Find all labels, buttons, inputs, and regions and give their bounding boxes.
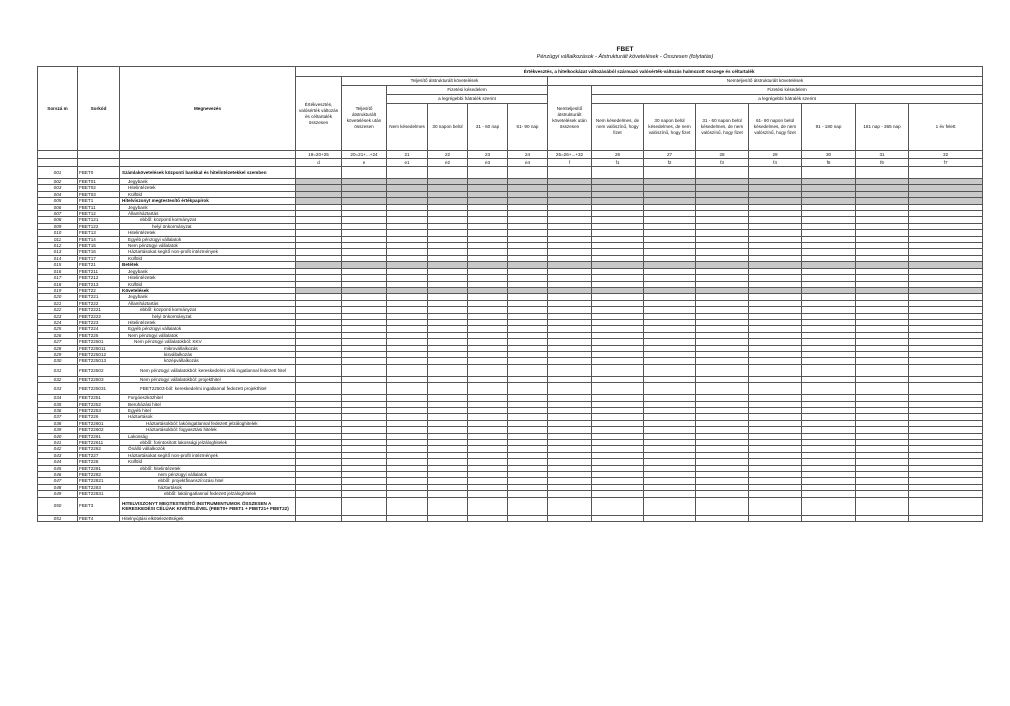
value-cell[interactable] bbox=[696, 167, 749, 179]
row-number: 012 bbox=[38, 243, 78, 249]
value-cell[interactable] bbox=[342, 515, 387, 521]
letter-cell: f2 bbox=[644, 159, 696, 167]
table-row bbox=[38, 167, 983, 179]
value-cell[interactable] bbox=[296, 383, 342, 395]
blank-cell bbox=[78, 151, 120, 159]
row-description: ebből: központi kormányzat bbox=[120, 307, 296, 313]
row-number: 024 bbox=[38, 319, 78, 325]
row-description: Egyéb pénzügyi vállalatok bbox=[120, 236, 296, 242]
row-number: 049 bbox=[38, 491, 78, 497]
col-header-teljesito-nem: Nem késedelmes bbox=[387, 104, 428, 151]
letter-cell: f bbox=[548, 159, 592, 167]
row-description: Külföld bbox=[120, 255, 296, 261]
row-description: Önálló vállalkozók bbox=[120, 446, 296, 452]
blank-cell bbox=[38, 159, 78, 167]
row-code: FBET13 bbox=[78, 230, 120, 236]
row-code: FBET15 bbox=[78, 243, 120, 249]
row-description: Nem pénzügyi vállalatokból: kereskedelmi célú ingatlannal fedezett hitel bbox=[120, 364, 296, 376]
row-code: FBET2222 bbox=[78, 313, 120, 319]
col-header-nt-31-60: 31 - 60 napon belül késedelmes, de nem valószínű, hogy fizet bbox=[696, 104, 749, 151]
value-cell[interactable] bbox=[296, 497, 342, 515]
row-number: 039 bbox=[38, 427, 78, 433]
formula-cell: 20=21+...+24 bbox=[342, 151, 387, 159]
value-cell[interactable] bbox=[802, 364, 856, 376]
col-header-nt-61-90: 61- 90 napon belül késedelmes, de nem valószínű, hogy fizet bbox=[749, 104, 802, 151]
row-code: FBET12 bbox=[78, 211, 120, 217]
value-cell[interactable] bbox=[387, 383, 428, 395]
row-number: 031 bbox=[38, 364, 78, 376]
row-number: 006 bbox=[38, 204, 78, 210]
row-code: FBET225 bbox=[78, 332, 120, 338]
row-number: 033 bbox=[38, 383, 78, 395]
row-number: 022 bbox=[38, 307, 78, 313]
col-header-nemteljesito-group: Nemteljesítő átstrukturált követelések bbox=[548, 77, 983, 86]
col-header-teljesito-group: Teljesítő átstrukturált követelések bbox=[342, 77, 548, 86]
value-cell[interactable] bbox=[696, 515, 749, 521]
value-cell[interactable] bbox=[856, 515, 909, 521]
table-row bbox=[38, 497, 983, 515]
row-description: Háztartások bbox=[120, 414, 296, 420]
value-cell[interactable] bbox=[428, 364, 468, 376]
row-code: FBET228 bbox=[78, 459, 120, 465]
row-code: FBET17 bbox=[78, 255, 120, 261]
row-description: Külföld bbox=[120, 281, 296, 287]
value-cell[interactable] bbox=[548, 364, 592, 376]
row-code: FBET16 bbox=[78, 249, 120, 255]
row-description: Hitelintézetek bbox=[120, 185, 296, 191]
value-cell[interactable] bbox=[548, 515, 592, 521]
col-header-nt-30: 30 napon belül késedelmes, de nem valószínű, hogy fizet bbox=[644, 104, 696, 151]
row-description: nem pénzügyi vállalatok bbox=[120, 472, 296, 478]
report-subtitle: Pénzügyi vállalkozások - Átstrukturált követelések - Összesen (folytatás) bbox=[536, 54, 714, 60]
row-code: FBET11 bbox=[78, 204, 120, 210]
row-number: 029 bbox=[38, 351, 78, 357]
value-cell[interactable] bbox=[508, 515, 548, 521]
row-description: Háztartásokat segítő non-profit intézmények bbox=[120, 452, 296, 458]
row-number: 037 bbox=[38, 414, 78, 420]
col-header-ertekvesztes-osszesen: Értékvesztés, valósérték változás és céltartalék összesen bbox=[296, 77, 342, 151]
row-code: FBET02 bbox=[78, 185, 120, 191]
row-description: ebből: központi kormányzat bbox=[120, 217, 296, 223]
row-number: 041 bbox=[38, 440, 78, 446]
letter-row bbox=[38, 159, 983, 167]
row-description: Háztartásokból: lakóingatlannal fedezett jelzáloghitelek bbox=[120, 420, 296, 426]
letter-cell: d bbox=[296, 159, 342, 167]
col-header-nt-91-180: 91 - 180 nap bbox=[802, 104, 856, 151]
row-description: Hitelintézetek bbox=[120, 319, 296, 325]
blank-cell bbox=[38, 151, 78, 159]
row-code: FBET0 bbox=[78, 167, 120, 179]
col-header-megnevezes: Megnevezés bbox=[120, 67, 296, 151]
row-code: FBET225012 bbox=[78, 351, 120, 357]
value-cell[interactable] bbox=[644, 383, 696, 395]
col-header-teljesito-61-90: 61- 90 nap bbox=[508, 104, 548, 151]
value-cell[interactable] bbox=[696, 364, 749, 376]
col-header-teljesito-legregebbi: a legrégebbi hátralék szerint bbox=[387, 95, 548, 104]
value-cell[interactable] bbox=[296, 167, 342, 179]
formula-cell: 24 bbox=[508, 151, 548, 159]
letter-cell: f1 bbox=[592, 159, 644, 167]
row-code: FBET222 bbox=[78, 300, 120, 306]
row-code: FBET22601 bbox=[78, 420, 120, 426]
value-cell[interactable] bbox=[856, 497, 909, 515]
row-description: Beruházási hitel bbox=[120, 401, 296, 407]
row-code: FBET03 bbox=[78, 191, 120, 197]
value-cell[interactable] bbox=[644, 364, 696, 376]
value-cell[interactable] bbox=[644, 167, 696, 179]
row-number: 045 bbox=[38, 465, 78, 471]
row-description: Egyéb pénzügyi vállalatok bbox=[120, 326, 296, 332]
row-description: Lakosság bbox=[120, 433, 296, 439]
row-description: HITELVISZONYT MEGTESTESÍTŐ INSTRUMENTUMOK ÖSSZESEN A KERESKEDÉSI CÉLÚAK KIVÉTELÉVEL (FBET0+ FBET1 + FBET21+ FBET22) bbox=[120, 497, 296, 515]
row-code: FBET224 bbox=[78, 326, 120, 332]
value-cell[interactable] bbox=[592, 515, 644, 521]
value-cell[interactable] bbox=[909, 167, 983, 179]
row-number: 019 bbox=[38, 287, 78, 293]
blank-cell bbox=[78, 159, 120, 167]
table-row bbox=[38, 383, 983, 395]
letter-cell: f6 bbox=[856, 159, 909, 167]
row-number: 038 bbox=[38, 420, 78, 426]
row-code: FBET2251 bbox=[78, 395, 120, 401]
col-header-nt-181-365: 181 nap - 365 nap bbox=[856, 104, 909, 151]
value-cell[interactable] bbox=[802, 383, 856, 395]
formula-cell: 22 bbox=[428, 151, 468, 159]
row-code: FBET22 bbox=[78, 287, 120, 293]
row-description: Követelések bbox=[120, 287, 296, 293]
row-number: 017 bbox=[38, 275, 78, 281]
value-cell[interactable] bbox=[548, 497, 592, 515]
letter-cell: f4 bbox=[749, 159, 802, 167]
row-number: 023 bbox=[38, 313, 78, 319]
row-number: 008 bbox=[38, 217, 78, 223]
formula-cell: 25=26+...+32 bbox=[548, 151, 592, 159]
value-cell[interactable] bbox=[749, 364, 802, 376]
row-code: FBET22502 bbox=[78, 364, 120, 376]
value-cell[interactable] bbox=[856, 364, 909, 376]
row-description: Betétek bbox=[120, 262, 296, 268]
value-cell[interactable] bbox=[802, 497, 856, 515]
value-cell[interactable] bbox=[592, 167, 644, 179]
row-description: Egyéb hitel bbox=[120, 408, 296, 414]
value-cell[interactable] bbox=[387, 515, 428, 521]
value-cell[interactable] bbox=[909, 497, 983, 515]
row-description: Számlakövetelések központi bankkal és hitelintézetekkel szemben bbox=[120, 167, 296, 179]
row-number: 015 bbox=[38, 262, 78, 268]
row-description: kisvállalkozás bbox=[120, 351, 296, 357]
col-header-nt-1ev: 1 év felett bbox=[909, 104, 983, 151]
row-description: Hitelintézetek bbox=[120, 275, 296, 281]
formula-cell: 21 bbox=[387, 151, 428, 159]
value-cell[interactable] bbox=[592, 497, 644, 515]
value-cell[interactable] bbox=[342, 167, 387, 179]
row-number: 018 bbox=[38, 281, 78, 287]
value-cell[interactable] bbox=[342, 364, 387, 376]
col-header-nt-nem: Nem késedelmes, de nem valószínű, hogy fizet bbox=[592, 104, 644, 151]
row-description: Háztartásokat segítő non-profit intézmények bbox=[120, 249, 296, 255]
row-number: 020 bbox=[38, 294, 78, 300]
row-number: 001 bbox=[38, 167, 78, 179]
row-number: 035 bbox=[38, 401, 78, 407]
row-number: 043 bbox=[38, 452, 78, 458]
row-description: ebből: hitelintézetek bbox=[120, 465, 296, 471]
row-description: Jegybank bbox=[120, 179, 296, 185]
row-code: FBET3 bbox=[78, 497, 120, 515]
row-description: mikrovállalkozás bbox=[120, 345, 296, 351]
row-code: FBET211 bbox=[78, 268, 120, 274]
value-cell[interactable] bbox=[644, 497, 696, 515]
row-code: FBET2252 bbox=[78, 401, 120, 407]
value-cell[interactable] bbox=[749, 515, 802, 521]
value-cell[interactable] bbox=[296, 364, 342, 376]
row-code: FBET2281 bbox=[78, 465, 120, 471]
table-body bbox=[38, 167, 983, 522]
row-description: Nem pénzügyi vállalatokból: projekthitel bbox=[120, 376, 296, 382]
row-description: ebből: lakóingatlannal fedezett jelzáloghitelek bbox=[120, 491, 296, 497]
value-cell[interactable] bbox=[428, 497, 468, 515]
row-number: 042 bbox=[38, 446, 78, 452]
row-code: FBET225031 bbox=[78, 383, 120, 395]
col-header-nemteljesito-legregebbi: a legrégebbi hátralék szerint bbox=[592, 95, 983, 104]
row-description: középvállalkozás bbox=[120, 358, 296, 364]
row-description: helyi önkormányzat bbox=[120, 223, 296, 229]
row-description: Jegybank bbox=[120, 204, 296, 210]
value-cell[interactable] bbox=[468, 497, 508, 515]
row-code: FBET4 bbox=[78, 515, 120, 521]
letter-cell: e3 bbox=[468, 159, 508, 167]
letter-cell: e bbox=[342, 159, 387, 167]
value-cell[interactable] bbox=[749, 167, 802, 179]
row-description: Hitelviszonyt megtestesítő értékpapírok bbox=[120, 198, 296, 204]
row-description: Nem pénzügyi vállalatok bbox=[120, 243, 296, 249]
row-code: FBET122 bbox=[78, 223, 120, 229]
row-number: 036 bbox=[38, 408, 78, 414]
row-number: 027 bbox=[38, 339, 78, 345]
value-cell[interactable] bbox=[802, 515, 856, 521]
row-number: 051 bbox=[38, 515, 78, 521]
value-cell[interactable] bbox=[342, 497, 387, 515]
row-code: FBET226 bbox=[78, 414, 120, 420]
value-cell[interactable] bbox=[387, 497, 428, 515]
col-header-teljesito-31-60: 31 - 60 nap bbox=[468, 104, 508, 151]
letter-cell: e1 bbox=[387, 159, 428, 167]
col-header-teljesito-30: 30 napon belül bbox=[428, 104, 468, 151]
value-cell[interactable] bbox=[548, 167, 592, 179]
value-cell[interactable] bbox=[696, 497, 749, 515]
row-number: 048 bbox=[38, 484, 78, 490]
value-cell[interactable] bbox=[428, 167, 468, 179]
table-row bbox=[38, 364, 983, 376]
value-cell[interactable] bbox=[802, 167, 856, 179]
row-number: 010 bbox=[38, 230, 78, 236]
row-code: FBET2283 bbox=[78, 484, 120, 490]
blank-cell bbox=[120, 151, 296, 159]
row-description: ebből: forintosított lakossági jelzáloghitelek bbox=[120, 440, 296, 446]
row-number: 032 bbox=[38, 376, 78, 382]
value-cell[interactable] bbox=[592, 364, 644, 376]
row-code: FBET22821 bbox=[78, 478, 120, 484]
row-number: 030 bbox=[38, 358, 78, 364]
row-code: FBET2253 bbox=[78, 408, 120, 414]
value-cell[interactable] bbox=[508, 383, 548, 395]
value-cell[interactable] bbox=[428, 515, 468, 521]
report-code: FBET bbox=[616, 46, 634, 53]
row-number: 047 bbox=[38, 478, 78, 484]
row-description: helyi önkormányzat bbox=[120, 313, 296, 319]
row-code: FBET225013 bbox=[78, 358, 120, 364]
value-cell[interactable] bbox=[387, 167, 428, 179]
letter-cell: e4 bbox=[508, 159, 548, 167]
row-number: 034 bbox=[38, 395, 78, 401]
col-header-sorkod: Sorkód bbox=[78, 67, 120, 151]
row-number: 016 bbox=[38, 268, 78, 274]
row-description: Háztartásokból: fogyasztási hitelek bbox=[120, 427, 296, 433]
formula-row bbox=[38, 151, 983, 159]
col-header-nemteljesito-osszesen: Nemteljesítő átstrukturált követelések után összesen bbox=[548, 86, 592, 151]
row-description: ebből: projektfinanszírozási hitel bbox=[120, 478, 296, 484]
row-number: 046 bbox=[38, 472, 78, 478]
value-cell[interactable] bbox=[342, 383, 387, 395]
row-number: 021 bbox=[38, 300, 78, 306]
row-number: 003 bbox=[38, 185, 78, 191]
row-description: Jegybank bbox=[120, 268, 296, 274]
row-description: Külföld bbox=[120, 459, 296, 465]
value-cell[interactable] bbox=[749, 383, 802, 395]
row-code: FBET2261 bbox=[78, 433, 120, 439]
row-description: Külföld bbox=[120, 191, 296, 197]
formula-cell: 26 bbox=[592, 151, 644, 159]
value-cell[interactable] bbox=[548, 383, 592, 395]
report-table bbox=[37, 66, 983, 522]
value-cell[interactable] bbox=[508, 167, 548, 179]
value-cell[interactable] bbox=[428, 383, 468, 395]
value-cell[interactable] bbox=[508, 364, 548, 376]
row-code: FBET22501 bbox=[78, 339, 120, 345]
formula-cell: 27 bbox=[644, 151, 696, 159]
row-number: 025 bbox=[38, 326, 78, 332]
row-number: 013 bbox=[38, 249, 78, 255]
row-code: FBET22503 bbox=[78, 376, 120, 382]
formula-cell: 28 bbox=[696, 151, 749, 159]
row-description: Hitelnyújtási elkötelezettségek bbox=[120, 515, 296, 521]
row-code: FBET22831 bbox=[78, 491, 120, 497]
formula-cell: 29 bbox=[749, 151, 802, 159]
row-code: FBET21 bbox=[78, 262, 120, 268]
value-cell[interactable] bbox=[856, 383, 909, 395]
value-cell[interactable] bbox=[468, 515, 508, 521]
row-code: FBET221 bbox=[78, 294, 120, 300]
row-code: FBET2282 bbox=[78, 472, 120, 478]
value-cell[interactable] bbox=[468, 364, 508, 376]
formula-cell: 30 bbox=[802, 151, 856, 159]
row-code: FBET213 bbox=[78, 281, 120, 287]
row-number: 002 bbox=[38, 179, 78, 185]
row-description: Nem pénzügyi vállalatok bbox=[120, 332, 296, 338]
value-cell[interactable] bbox=[592, 383, 644, 395]
row-description: Jegybank bbox=[120, 294, 296, 300]
row-number: 005 bbox=[38, 198, 78, 204]
row-description: háztartások bbox=[120, 484, 296, 490]
row-code: FBET227 bbox=[78, 452, 120, 458]
row-code: FBET01 bbox=[78, 179, 120, 185]
formula-cell: 23 bbox=[468, 151, 508, 159]
value-cell[interactable] bbox=[468, 167, 508, 179]
col-header-sorszam: Sorszá m bbox=[38, 67, 78, 151]
row-description: Államháztartás bbox=[120, 211, 296, 217]
col-header-nemteljesito-fizetesi: Fizetési késedelem bbox=[592, 86, 983, 95]
row-number: 009 bbox=[38, 223, 78, 229]
row-code: FBET14 bbox=[78, 236, 120, 242]
report-title-block bbox=[0, 46, 1010, 61]
letter-cell: f5 bbox=[802, 159, 856, 167]
value-cell[interactable] bbox=[909, 515, 983, 521]
value-cell[interactable] bbox=[749, 497, 802, 515]
value-cell[interactable] bbox=[856, 167, 909, 179]
letter-cell: f3 bbox=[696, 159, 749, 167]
table-row bbox=[38, 515, 983, 521]
row-number: 007 bbox=[38, 211, 78, 217]
row-code: FBET212 bbox=[78, 275, 120, 281]
formula-cell: 32 bbox=[909, 151, 983, 159]
value-cell[interactable] bbox=[508, 497, 548, 515]
value-cell[interactable] bbox=[296, 515, 342, 521]
value-cell[interactable] bbox=[696, 383, 749, 395]
row-number: 028 bbox=[38, 345, 78, 351]
row-number: 040 bbox=[38, 433, 78, 439]
row-description: FBET22503-ból: kereskedelmi ingatlannal fedezett projekthitel bbox=[120, 383, 296, 395]
row-number: 050 bbox=[38, 497, 78, 515]
row-code: FBET225011 bbox=[78, 345, 120, 351]
row-description: Nem pénzügyi vállalatokból: KKV bbox=[120, 339, 296, 345]
value-cell[interactable] bbox=[468, 383, 508, 395]
formula-cell: 19=20+25 bbox=[296, 151, 342, 159]
value-cell[interactable] bbox=[909, 364, 983, 376]
row-description: Forgóeszközhitel bbox=[120, 395, 296, 401]
value-cell[interactable] bbox=[909, 383, 983, 395]
row-number: 011 bbox=[38, 236, 78, 242]
letter-cell: f7 bbox=[909, 159, 983, 167]
col-header-teljesito-fizetesi: Fizetési késedelem bbox=[387, 86, 548, 95]
value-cell[interactable] bbox=[387, 364, 428, 376]
blank-cell bbox=[120, 159, 296, 167]
row-number: 044 bbox=[38, 459, 78, 465]
row-code: FBET22602 bbox=[78, 427, 120, 433]
row-code: FBET1 bbox=[78, 198, 120, 204]
letter-cell: e2 bbox=[428, 159, 468, 167]
row-code: FBET121 bbox=[78, 217, 120, 223]
row-code: FBET2262 bbox=[78, 446, 120, 452]
row-code: FBET223 bbox=[78, 319, 120, 325]
row-number: 026 bbox=[38, 332, 78, 338]
col-header-teljesito-osszesen: Teljesítő átstrukturált követelések után összesen bbox=[342, 86, 387, 151]
row-code: FBET2221 bbox=[78, 307, 120, 313]
col-header-top-group: Értékvesztés, a hitelkockázat változásából származó valósérték-változás halmozott összege és céltartalék bbox=[296, 67, 983, 77]
value-cell[interactable] bbox=[644, 515, 696, 521]
row-number: 014 bbox=[38, 255, 78, 261]
row-description: Államháztartás bbox=[120, 300, 296, 306]
row-code: FBET22611 bbox=[78, 440, 120, 446]
row-number: 004 bbox=[38, 191, 78, 197]
row-description: Hitelintézetek bbox=[120, 230, 296, 236]
formula-cell: 31 bbox=[856, 151, 909, 159]
